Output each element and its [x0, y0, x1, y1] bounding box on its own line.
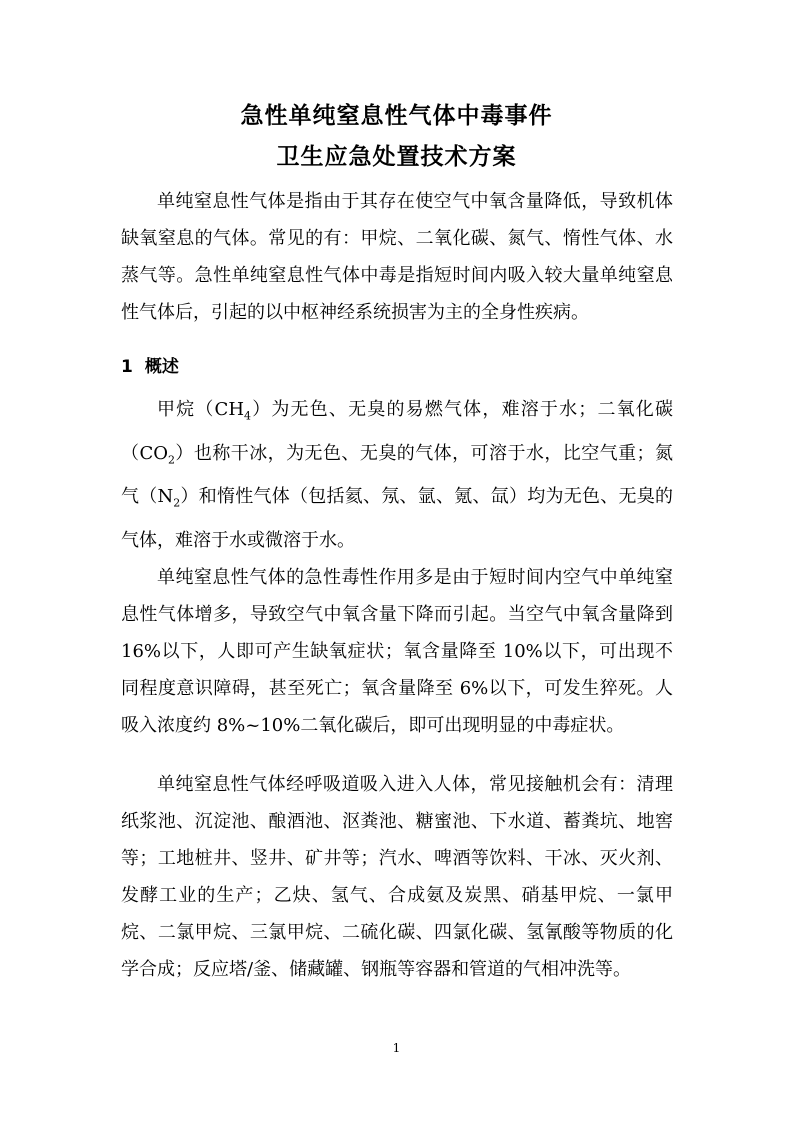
paragraph-2-block — [121, 559, 673, 744]
para1-text-b: ）为无色、无臭的易燃气体，难溶于水；二氧化碳（CO — [121, 399, 673, 464]
para1-text-c: ）也称干冰，为无色、无臭的气体，可溶于水，比空气重；氮气（N — [121, 442, 674, 508]
intro-paragraph: 单纯窒息性气体是指由于其存在使空气中氧含量降低，导致机体缺氧窒息的气体。常见的有：甲烷、二氧化碳、氮气、惰性气体、水蒸气等。急性单纯窒息性气体中毒是指短时间内吸入较大量单纯窒息性气体后，引起的以中枢神经系统损害为主的全身性疾病。 — [121, 191, 673, 323]
document-title-line-2: 卫生应急处置技术方案 — [276, 144, 517, 170]
paragraph-exposure: 单纯窒息性气体经呼吸道吸入进入人体，常见接触机会有：清理纸浆池、沉淀池、酿酒池、沤粪池、糖蜜池、下水道、蓄粪坑、地窖等；工地桩井、竖井、矿井等；汽水、啤酒等饮料、干冰、灭火剂、发酵工业的生产；乙炔、氢气、合成氨及炭黑、硝基甲烷、一氯甲烷、二氯甲烷、三氯甲烷、二硫化碳、四氯化碳、氢氰酸等物质的化学合成；反应塔/釜、储藏罐、钢瓶等容器和管道的气相冲洗等。 — [121, 774, 673, 980]
section-title: 概述 — [144, 357, 179, 377]
paragraph-3-block — [121, 766, 673, 988]
page-number: 1 — [392, 1041, 401, 1055]
para1-text-d: ）和惰性气体（包括氦、氖、氩、氪、氙）均为无色、无臭的气体，难溶于水或微溶于水。 — [121, 486, 673, 551]
section-heading — [121, 352, 179, 382]
paragraph-1-block — [121, 391, 673, 559]
intro-block — [121, 183, 673, 331]
para1-text-a: 甲烷（CH — [157, 399, 245, 420]
document-title-line-1: 急性单纯窒息性气体中毒事件 — [240, 103, 553, 129]
para1-subscript-2: 2 — [167, 453, 175, 467]
para1-subscript-1: 4 — [244, 409, 252, 423]
section-number: 1 — [121, 357, 133, 377]
para1-subscript-3: 2 — [173, 496, 181, 510]
paragraph-gas-properties — [121, 391, 673, 559]
paragraph-toxicity: 单纯窒息性气体的急性毒性作用多是由于短时间内空气中单纯窒息性气体增多，导致空气中氧含量下降而引起。当空气中氧含量降到 16%以下，人即可产生缺氧症状；氧含量降至 10%以下，可出现不同程度意识障碍，甚至死亡；氧含量降至 6%以下，可发生猝死。人吸入浓度约 8%~10%二氧化碳后，即可出现明显的中毒症状。 — [121, 567, 673, 736]
